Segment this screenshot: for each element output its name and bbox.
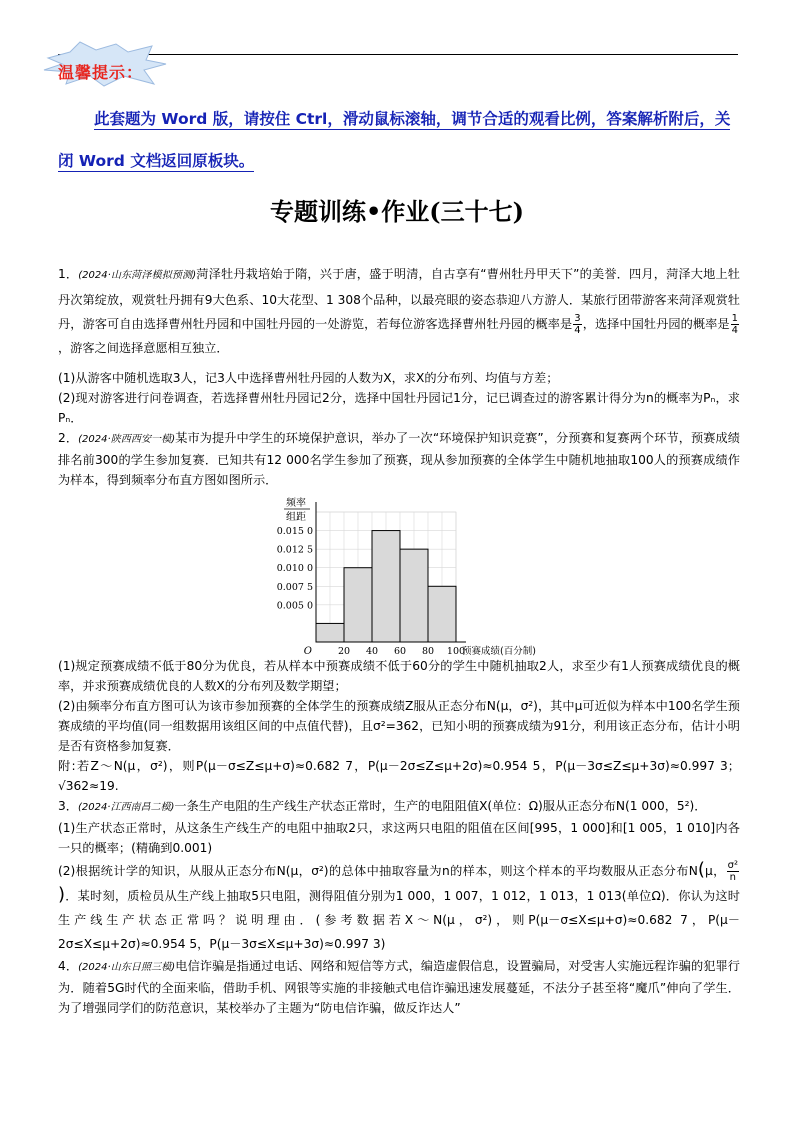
question-text: 一条生产电阻的生产线生产状态正常时，生产的电阻阻值X(单位：Ω)服从正态分布N(1 000，5²)． (174, 799, 707, 813)
notice-text: 此套题为 Word 版，请按住 Ctrl，滑动鼠标滚轴，调节合适的观看比例，答案解析附后，关闭 Word 文档返回原板块。 (58, 110, 731, 170)
y-tick-label: 0.010 0 (276, 563, 313, 575)
question-number: 3． (58, 799, 78, 813)
question-2-note: 附:若Z～N(μ，σ²)，则P(μ－σ≤Z≤μ+σ)≈0.682 7，P(μ－2σ≤Z≤μ+2σ)≈0.954 5，P(μ－3σ≤Z≤μ+3σ)≈0.997 3；√362≈19. (58, 759, 740, 793)
page-title: 专题训练•作业(三十七) (269, 197, 525, 226)
question-number: 4． (58, 959, 79, 973)
fraction: $\frac{1}{4}$ (731, 313, 739, 336)
question-text: 菏泽牡丹栽培始于隋，兴于唐，盛于明清，自古享有“曹州牡丹甲天下”的美誉．四月，菏泽大地上牡丹次第绽放，观赏牡丹拥有9大色系、10大花型、1 308个品种，以最亮眼的姿态恭迎八方游人．某旅行团带游客来菏泽观赏牡丹，游客可自由选择曹州牡丹园和中国牡丹园的一处游览，若每位游客选择曹州牡丹园的概率是 (58, 267, 740, 331)
fraction: $\frac{3}{4}$ (574, 313, 581, 336)
histogram-bar (372, 531, 400, 642)
tip-label: 温馨提示： (58, 63, 144, 82)
x-axis-label: 预赛成绩(百分制) (462, 646, 536, 657)
y-axis-label-bottom: 组距 (286, 512, 306, 523)
question-source: (2024·江西南昌二模) (77, 802, 175, 813)
x-tick-label: 100 (446, 646, 466, 657)
histogram-bar (316, 623, 344, 642)
question-3-part-2: (2)根据统计学的知识，从服从正态分布N(μ，σ²)的总体中抽取容量为n的样本，则这个样本的平均数服从正态分布N(μ， $\frac{\text{σ²}}{n}$ )．某时刻，质检员从生产线上抽取5只电阻，测得阻值分别为1 000，1 007，1 012，1 013，1 013(单位Ω)．你认为这时生产线生产状态正常吗？说明理由．(参考数据若X～N(μ，σ²)，则P(μ－σ≤X≤μ+σ)≈0.682 7，P(μ－2σ≤X≤μ+2σ)≈0.954 5，P(μ－3σ≤X≤μ+3σ)≈0.997 3) (58, 859, 740, 951)
x-tick-label: 80 (421, 646, 435, 657)
tip-badge (40, 40, 170, 90)
question-text: ，选择中国牡丹园的概率是 (582, 317, 730, 331)
question-number: 2． (58, 431, 79, 445)
x-tick-label: 40 (365, 646, 379, 657)
histogram-bar (344, 568, 372, 642)
question-source: (2024·山东日照三模) (78, 962, 176, 973)
y-tick-label: 0.012 5 (276, 544, 313, 556)
question-3 (58, 796, 740, 818)
question-source: (2024·陕西西安一模) (78, 434, 176, 445)
y-axis-label-top: 频率 (286, 498, 306, 509)
question-1-part-2: (2)现对游客进行问卷调查，若选择曹州牡丹园记2分，选择中国牡丹园记1分，记已调查过的游客累计得分为n的概率为Pₙ，求Pₙ． (58, 391, 740, 425)
question-4 (58, 956, 740, 1018)
origin-label: O (303, 646, 312, 657)
question-1-part-1: (1)从游客中随机选取3人，记3人中选择曹州牡丹园的人数为X，求X的分布列、均值与方差； (58, 371, 559, 385)
fraction: $\frac{\text{σ²}}{n}$ (727, 860, 738, 883)
question-2 (58, 428, 740, 490)
question-2-part-1: (1)规定预赛成绩不低于80分为优良，若从样本中预赛成绩不低于60分的学生中随机抽取2人，求至少有1人预赛成绩优良的概率，并求预赛成绩优良的人数X的分布列及数学期望； (58, 659, 740, 693)
histogram-bar (400, 549, 428, 642)
question-number: 1． (58, 267, 79, 281)
question-text: 电信诈骗是指通过电话、网络和短信等方式，编造虚假信息，设置骗局，对受害人实施远程诈骗的犯罪行为．随着5G时代的全面来临，借助手机、网银等实施的非接触式电信诈骗迅速发展蔓延，不法分子甚至将“魔爪”伸向了学生．为了增强同学们的防范意识，某校举办了主题为“防电信诈骗，做反诈达人” (58, 959, 740, 1015)
notice-paragraph (58, 98, 740, 182)
question-1 (58, 262, 740, 360)
histogram-bar (428, 586, 456, 642)
question-2-part-2: (2)由频率分布直方图可认为该市参加预赛的全体学生的预赛成绩Z服从正态分布N(μ，σ²)，其中μ可近似为样本中100名学生预赛成绩的平均值(同一组数据用该组区间的中点值代替)，且σ²=362，已知小明的预赛成绩为91分，利用该正态分布，估计小明是否有资格参加复赛． (58, 699, 740, 753)
y-tick-label: 0.007 5 (276, 581, 313, 593)
x-tick-label: 60 (393, 646, 407, 657)
question-text: 某市为提升中学生的环境保护意识，举办了一次“环境保护知识竞赛”，分预赛和复赛两个环节，预赛成绩排名前300的学生参加复赛．已知共有12 000名学生参加了预赛，现从参加预赛的全体学生中随机地抽取100人的预赛成绩作为样本，得到频率分布直方图如图所示． (58, 431, 740, 487)
question-text: ，游客之间选择意愿相互独立． (58, 341, 229, 355)
y-tick-label: 0.005 0 (276, 600, 313, 612)
frequency-histogram (270, 494, 536, 660)
x-tick-label: 20 (337, 646, 351, 657)
y-tick-label: 0.015 0 (276, 526, 313, 538)
question-3-part-1: (1)生产状态正常时，从这条生产线生产的电阻中抽取2只，求这两只电阻的阻值在区间[995，1 000]和[1 005，1 010]内各一只的概率；(精确到0.001) (58, 821, 740, 855)
question-source: (2024·山东菏泽模拟预测) (78, 270, 197, 281)
